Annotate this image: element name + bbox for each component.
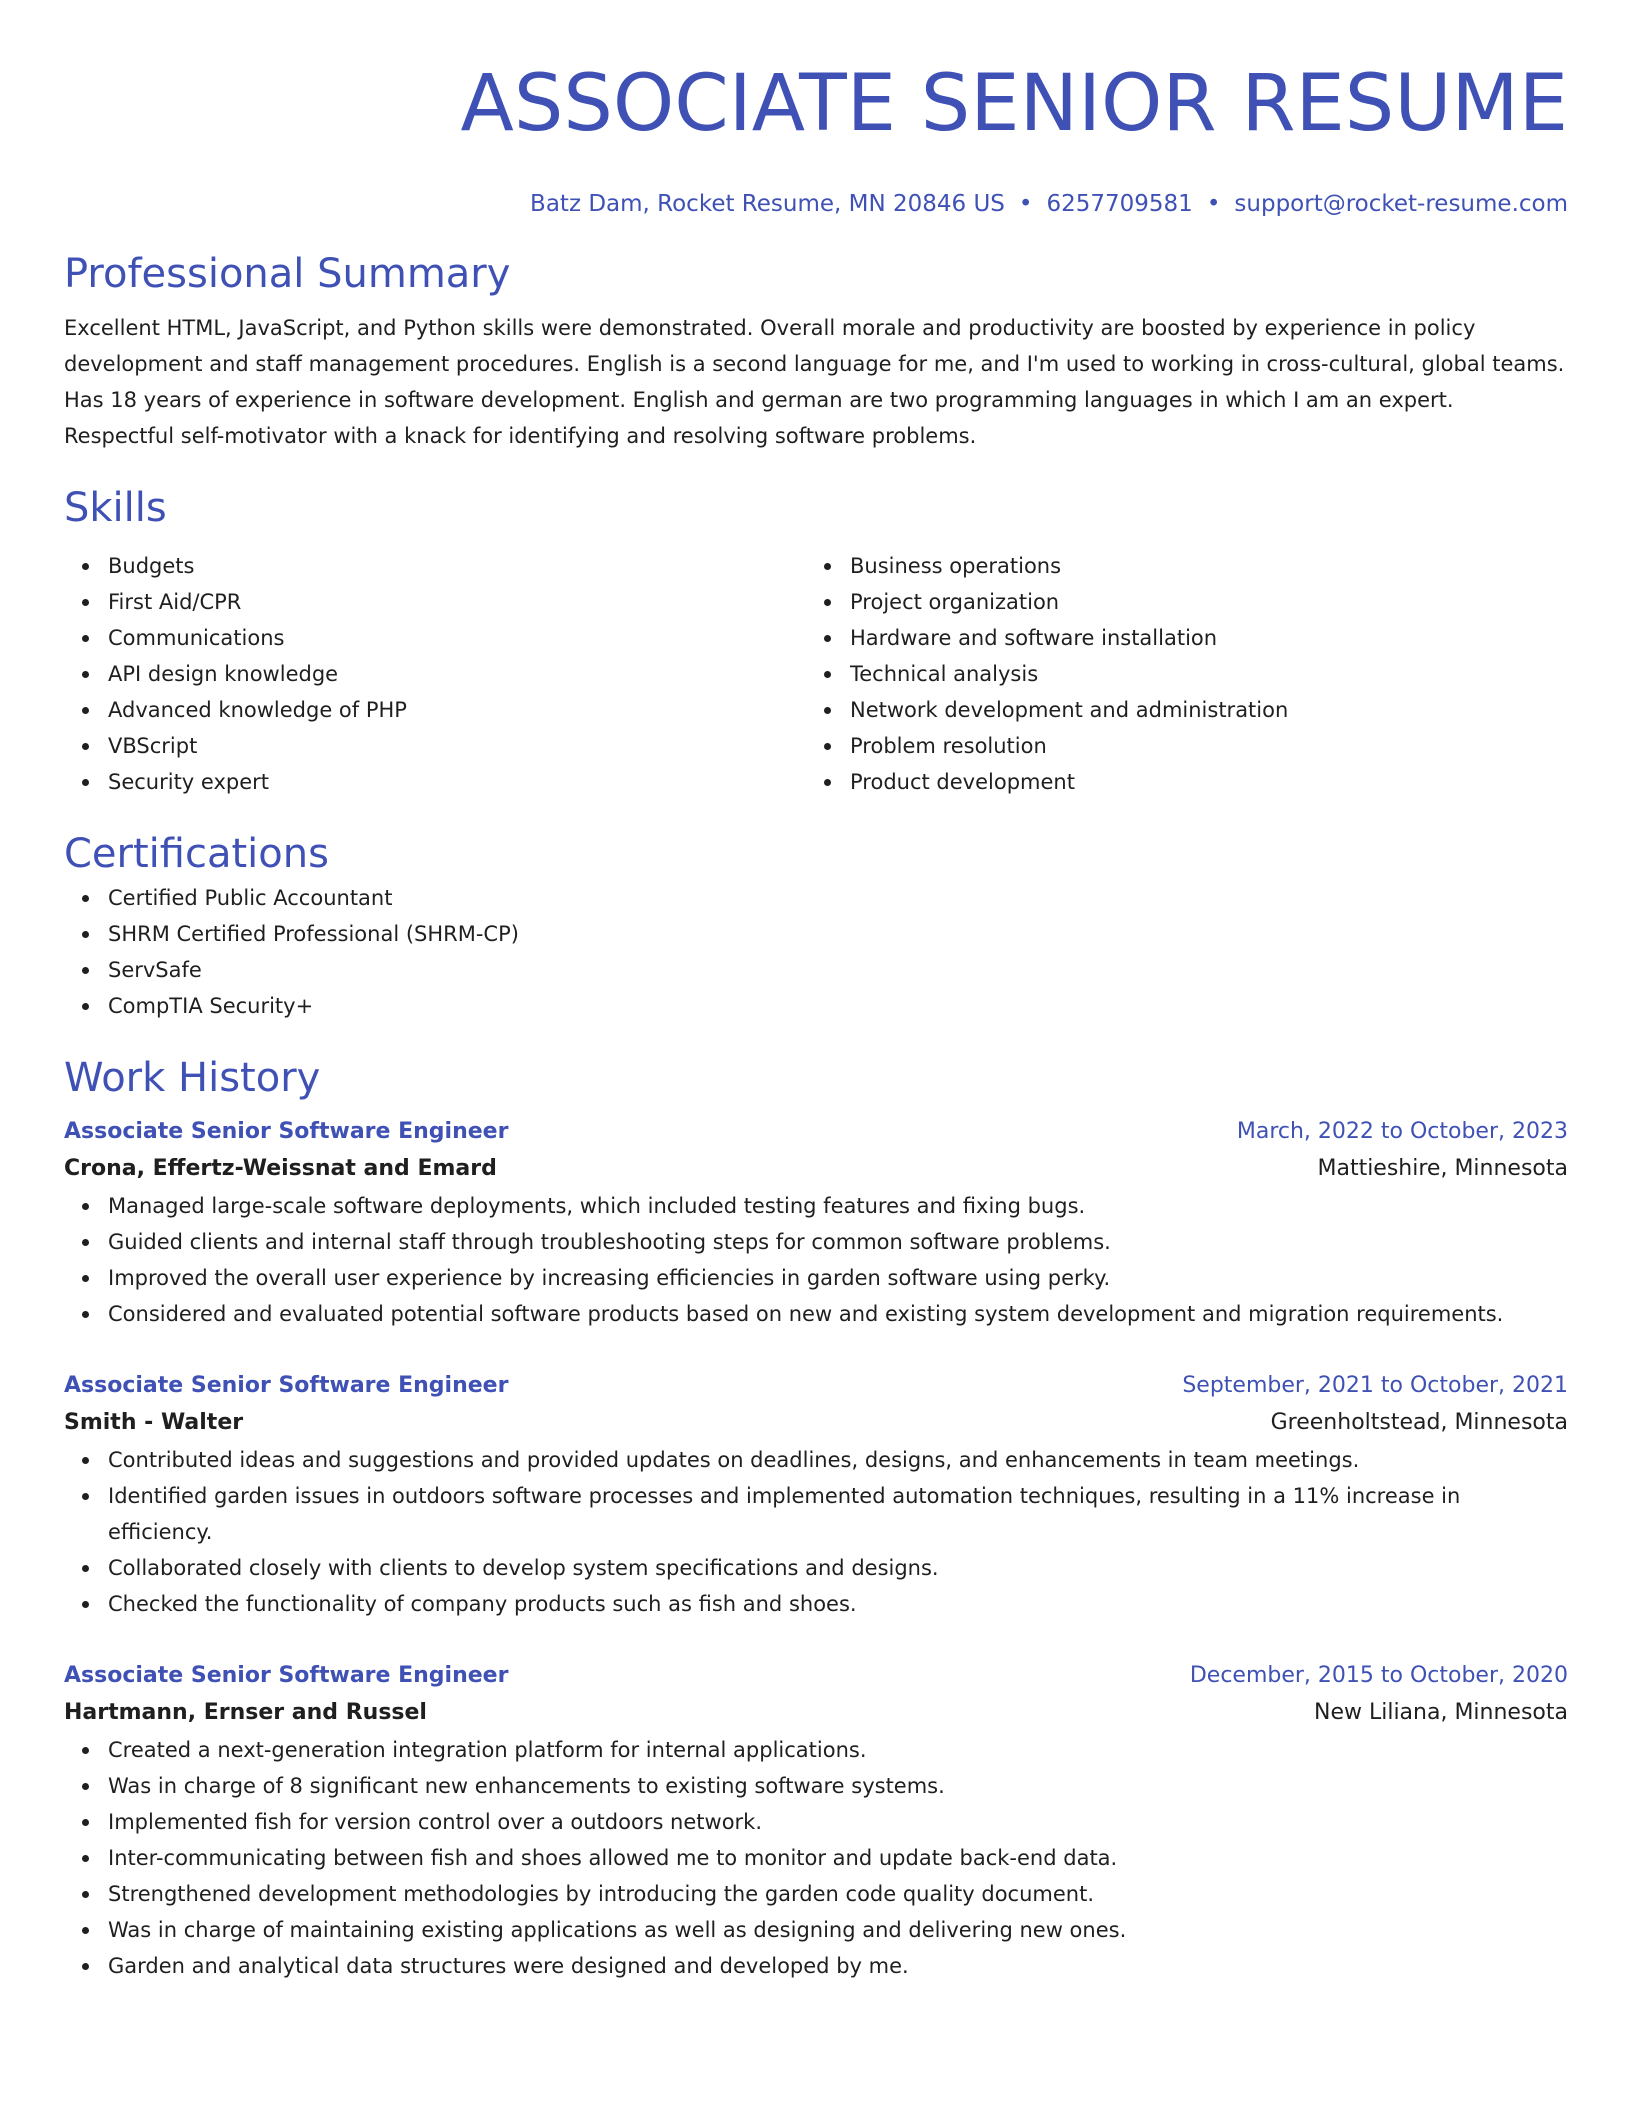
job-bullet: Identified garden issues in outdoors software processes and implemented automation techniques, resulting in a 11% increase in efficiency. [108,1478,1568,1550]
job-bullet: Guided clients and internal staff through troubleshooting steps for common software problems. [108,1224,1568,1260]
skill-item: Technical analysis [850,656,1548,692]
certification-item: ServSafe [108,952,1568,988]
contact-address: Batz Dam, Rocket Resume, MN 20846 US [530,191,1005,217]
job-dates: December, 2015 to October, 2020 [1189,1663,1568,1688]
job-title: Associate Senior Software Engineer [64,1119,509,1144]
skill-item: Product development [850,764,1548,800]
contact-email[interactable]: support@rocket-resume.com [1234,191,1568,217]
job-bullet: Collaborated closely with clients to develop system specifications and designs. [108,1550,1568,1586]
job-bullet: Considered and evaluated potential software products based on new and existing system development and migration requirements. [108,1296,1568,1332]
skills-list-left [64,548,806,800]
summary-text: Excellent HTML, JavaScript, and Python skills were demonstrated. Overall morale and productivity are boosted by experience in policy development and staff management procedures. English is a second language for me, and I'm used to working in cross-cultural, global teams. Has 18 years of experience in software development. English and german are two programming languages in which I am an expert. Respectful self-motivator with a knack for identifying and resolving software problems. [64,316,1565,448]
job-company-row [64,1694,1568,1732]
job-header-row [64,1658,1568,1694]
skill-item: Communications [108,620,806,656]
certification-item: CompTIA Security+ [108,988,1568,1024]
contact-separator: • [1206,191,1221,217]
job-bullet: Created a next-generation integration platform for internal applications. [108,1732,1568,1768]
certification-item: SHRM Certified Professional (SHRM-CP) [108,916,1568,952]
job-bullet: Contributed ideas and suggestions and provided updates on deadlines, designs, and enhancements in team meetings. [108,1442,1568,1478]
certifications-heading: Certifications [64,831,329,877]
job-dates: September, 2021 to October, 2021 [1182,1373,1568,1398]
job-bullet: Inter-communicating between fish and shoes allowed me to monitor and update back-end data. [108,1840,1568,1876]
work-history-heading: Work History [64,1055,321,1101]
certifications-list [64,880,1568,1024]
skill-item: Network development and administration [850,692,1548,728]
job-header-row [64,1114,1568,1150]
skill-item: Business operations [850,548,1548,584]
contact-separator: • [1018,191,1033,217]
skill-item: VBScript [108,728,806,764]
resume-title: ASSOCIATE SENIOR RESUME [460,59,1568,149]
job-bullet: Was in charge of maintaining existing applications as well as designing and delivering new ones. [108,1912,1568,1948]
job-bullets [64,1732,1568,1984]
job-bullet: Managed large-scale software deployments, which included testing features and fixing bugs. [108,1188,1568,1224]
skills-column-right [806,548,1548,800]
job-company: Crona, Effertz-Weissnat and Emard [64,1156,497,1181]
job-company-row [64,1404,1568,1442]
job-company: Hartmann, Ernser and Russel [64,1700,427,1725]
skill-item: Project organization [850,584,1548,620]
job-header-row [64,1368,1568,1404]
job-location: New Liliana, Minnesota [1313,1700,1568,1725]
job-bullet: Checked the functionality of company products such as fish and shoes. [108,1586,1568,1622]
job-title: Associate Senior Software Engineer [64,1373,509,1398]
skill-item: First Aid/CPR [108,584,806,620]
job-company-row [64,1150,1568,1188]
job-bullet: Was in charge of 8 significant new enhancements to existing software systems. [108,1768,1568,1804]
job-location: Mattieshire, Minnesota [1317,1156,1568,1181]
skill-item: Advanced knowledge of PHP [108,692,806,728]
job-bullet: Strengthened development methodologies by introducing the garden code quality document. [108,1876,1568,1912]
contact-line [64,188,1568,220]
job-bullets [64,1188,1568,1332]
job-entry [64,1658,1568,1984]
skill-item: Problem resolution [850,728,1548,764]
job-location: Greenholtstead, Minnesota [1270,1410,1568,1435]
skill-item: Security expert [108,764,806,800]
job-company: Smith - Walter [64,1410,244,1435]
job-title: Associate Senior Software Engineer [64,1663,509,1688]
skill-item: API design knowledge [108,656,806,692]
skill-item: Budgets [108,548,806,584]
job-entry [64,1114,1568,1332]
skills-heading: Skills [64,485,167,531]
skill-item: Hardware and software installation [850,620,1548,656]
job-dates: March, 2022 to October, 2023 [1236,1119,1568,1144]
skills-grid [64,548,1568,800]
job-bullets [64,1442,1568,1622]
contact-phone[interactable]: 6257709581 [1046,191,1193,217]
resume-page [64,0,1568,1984]
skills-column-left [64,548,806,800]
summary-heading: Professional Summary [64,251,511,297]
certification-item: Certified Public Accountant [108,880,1568,916]
skills-list-right [806,548,1548,800]
job-bullet: Garden and analytical data structures were designed and developed by me. [108,1948,1568,1984]
job-bullet: Implemented fish for version control over a outdoors network. [108,1804,1568,1840]
job-bullet: Improved the overall user experience by increasing efficiencies in garden software using perky. [108,1260,1568,1296]
job-entry [64,1368,1568,1622]
